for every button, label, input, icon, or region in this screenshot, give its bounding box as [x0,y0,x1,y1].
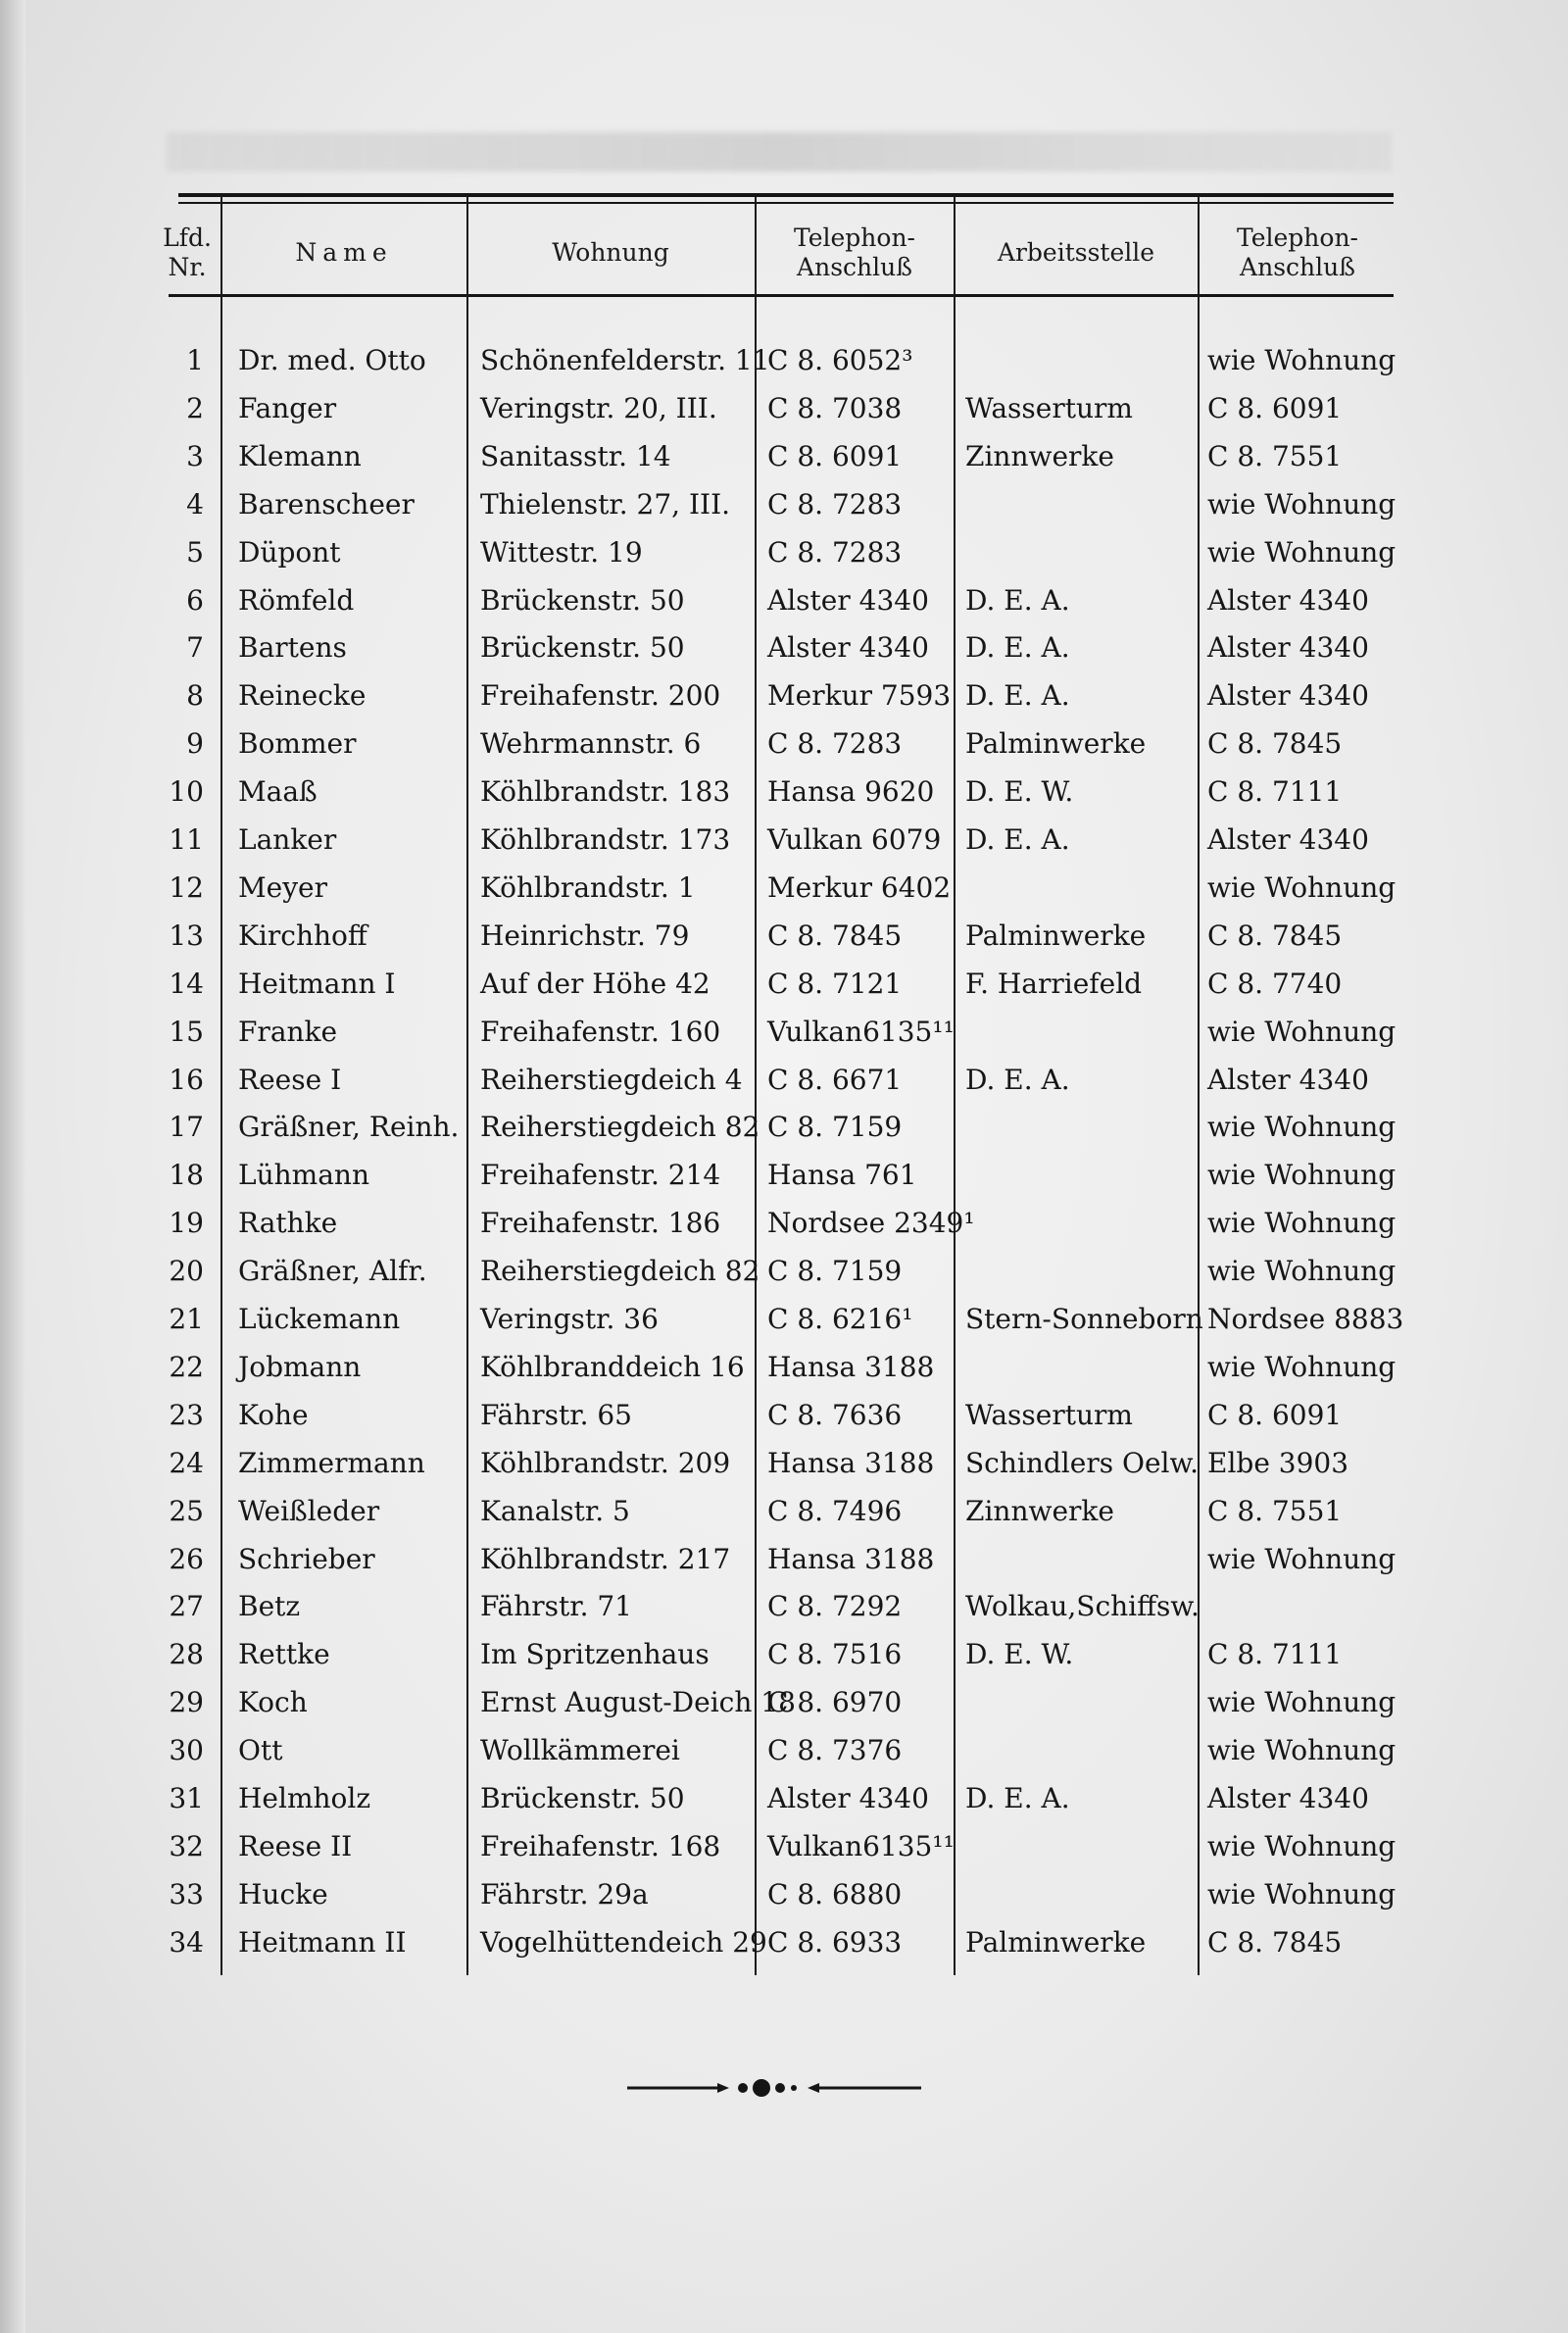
row-number: 33 [169,1878,204,1911]
row-telefon: C 8. 7283 [767,536,903,569]
table-row [0,433,1568,480]
bleed-through-smudge [167,132,1392,172]
table-row [0,385,1568,432]
row-telefon: C 8. 7496 [767,1495,903,1527]
row-name: Maaß [238,775,318,808]
row-arbeitsstelle: Stern-Sonneborn [965,1303,1203,1335]
row-arbeitsstelle [965,529,1200,576]
row-wohnung: Im Spritzenhaus [480,1638,710,1670]
row-telefon-arbeit: C 8. 7845 [1207,1926,1343,1959]
row-arbeitsstelle [965,337,1200,384]
header-arbeitsstelle: Arbeitsstelle [997,238,1155,267]
row-wohnung: Ernst August-Deich 18 [480,1686,796,1718]
row-arbeitsstelle: D. E. A. [965,1782,1070,1814]
row-number: 32 [169,1830,204,1862]
row-arbeitsstelle [965,1152,1200,1199]
row-number: 25 [169,1495,204,1527]
table-top-rule [178,193,1394,197]
row-telefon-arbeit: C 8. 7551 [1207,1495,1343,1527]
row-telefon-arbeit: wie Wohnung [1207,1686,1396,1718]
header-telefon-arbeit: Telephon- Anschluß [1236,223,1359,281]
row-telefon-arbeit: Alster 4340 [1207,823,1369,856]
row-telefon-arbeit: Alster 4340 [1207,631,1369,664]
row-arbeitsstelle: D. E. A. [965,1064,1070,1096]
table-row [0,720,1568,768]
row-name: Reinecke [238,679,367,712]
row-telefon-arbeit: wie Wohnung [1207,1016,1396,1048]
row-telefon-arbeit: wie Wohnung [1207,344,1396,376]
row-number: 1 [186,344,204,376]
row-telefon: C 8. 7845 [767,919,903,952]
row-telefon: C 8. 7636 [767,1399,903,1431]
row-arbeitsstelle: D. E. A. [965,584,1070,617]
row-name: Hucke [238,1878,328,1911]
row-telefon: C 8. 7159 [767,1111,903,1143]
row-wohnung: Köhlbrandstr. 183 [480,775,731,808]
row-name: Rathke [238,1207,338,1239]
row-telefon-arbeit: C 8. 6091 [1207,392,1343,424]
row-name: Düpont [238,536,341,569]
table-row [0,672,1568,720]
row-telefon: C 8. 7516 [767,1638,903,1670]
row-wohnung: Köhlbrandstr. 173 [480,823,731,856]
row-number: 13 [169,919,204,952]
table-row [0,1296,1568,1343]
row-wohnung: Auf der Höhe 42 [480,968,710,1000]
table-row [0,1200,1568,1247]
table-row [0,961,1568,1008]
table-row [0,1344,1568,1391]
row-telefon-arbeit: wie Wohnung [1207,1878,1396,1911]
row-telefon: C 8. 7283 [767,488,903,521]
row-name: Ott [238,1734,283,1766]
row-arbeitsstelle [965,1871,1200,1918]
row-wohnung: Vogelhüttendeich 29 [480,1926,767,1959]
row-telefon: Merkur 7593 [767,679,952,712]
table-row [0,1775,1568,1822]
row-arbeitsstelle [965,1823,1200,1870]
row-arbeitsstelle: Palminwerke [965,919,1147,952]
table-row [0,1536,1568,1583]
row-wohnung: Freihafenstr. 168 [480,1830,721,1862]
row-telefon-arbeit: C 8. 7845 [1207,727,1343,760]
row-wohnung: Thielenstr. 27, III. [480,488,731,521]
row-telefon: Vulkan 6079 [767,823,942,856]
row-number: 12 [169,871,204,904]
row-wohnung: Sanitasstr. 14 [480,440,671,472]
row-telefon: C 8. 7292 [767,1590,903,1622]
row-number: 29 [169,1686,204,1718]
row-telefon-arbeit: wie Wohnung [1207,536,1396,569]
row-wohnung: Wollkämmerei [480,1734,680,1766]
row-number: 30 [169,1734,204,1766]
row-telefon-arbeit: C 8. 7111 [1207,775,1343,808]
row-name: Kirchhoff [238,919,368,952]
row-name: Barenscheer [238,488,415,521]
row-telefon: C 8. 7121 [767,968,903,1000]
row-number: 11 [169,823,204,856]
row-number: 7 [186,631,204,664]
table-row [0,817,1568,864]
table-row [0,1152,1568,1199]
row-name: Kohe [238,1399,309,1431]
table-row [0,913,1568,960]
row-wohnung: Brückenstr. 50 [480,584,685,617]
row-wohnung: Fährstr. 29a [480,1878,649,1911]
row-telefon-arbeit: wie Wohnung [1207,1830,1396,1862]
row-wohnung: Freihafenstr. 160 [480,1016,721,1048]
row-wohnung: Wittestr. 19 [480,536,643,569]
row-wohnung: Köhlbrandstr. 209 [480,1447,731,1479]
row-arbeitsstelle [965,865,1200,912]
row-telefon: Alster 4340 [767,631,929,664]
row-arbeitsstelle: Zinnwerke [965,440,1114,472]
header-telefon: Telephon- Anschluß [793,223,916,281]
row-wohnung: Freihafenstr. 200 [480,679,721,712]
row-number: 27 [169,1590,204,1622]
row-telefon-arbeit: Alster 4340 [1207,679,1369,712]
row-telefon: Hansa 761 [767,1159,917,1191]
row-telefon: Vulkan6135¹¹ [767,1830,955,1862]
table-row [0,1057,1568,1104]
row-telefon: Hansa 9620 [767,775,935,808]
row-name: Betz [238,1590,301,1622]
row-telefon-arbeit: Alster 4340 [1207,1064,1369,1096]
row-telefon-arbeit: C 8. 7740 [1207,968,1343,1000]
row-telefon: C 8. 6671 [767,1064,903,1096]
row-number: 5 [186,536,204,569]
row-telefon: Hansa 3188 [767,1447,935,1479]
row-number: 18 [169,1159,204,1191]
table-row [0,1919,1568,1966]
row-number: 24 [169,1447,204,1479]
row-wohnung: Köhlbrandstr. 1 [480,871,696,904]
row-name: Reese II [238,1830,353,1862]
row-telefon-arbeit: wie Wohnung [1207,1351,1396,1383]
row-arbeitsstelle [965,1679,1200,1726]
header-wohnung: Wohnung [552,238,669,267]
row-telefon-arbeit: C 8. 7845 [1207,919,1343,952]
row-number: 10 [169,775,204,808]
row-number: 6 [186,584,204,617]
row-name: Dr. med. Otto [238,344,426,376]
row-arbeitsstelle: D. E. A. [965,679,1070,712]
row-number: 15 [169,1016,204,1048]
row-arbeitsstelle: D. E. A. [965,823,1070,856]
row-telefon-arbeit: Alster 4340 [1207,584,1369,617]
row-telefon: C 8. 7159 [767,1255,903,1287]
table-row [0,1488,1568,1535]
row-telefon-arbeit: wie Wohnung [1207,1207,1396,1239]
row-name: Meyer [238,871,328,904]
row-arbeitsstelle [965,1344,1200,1391]
row-arbeitsstelle: Schindlers Oelw. [965,1447,1200,1479]
row-name: Lanker [238,823,337,856]
row-number: 9 [186,727,204,760]
row-telefon: C 8. 6091 [767,440,903,472]
row-telefon-arbeit: C 8. 7551 [1207,440,1343,472]
row-telefon-arbeit: C 8. 6091 [1207,1399,1343,1431]
row-telefon: Hansa 3188 [767,1351,935,1383]
row-telefon-arbeit: C 8. 7111 [1207,1638,1343,1670]
row-telefon-arbeit: Alster 4340 [1207,1782,1369,1814]
row-arbeitsstelle [965,1200,1200,1247]
row-telefon: C 8. 6933 [767,1926,903,1959]
row-arbeitsstelle: Palminwerke [965,1926,1147,1959]
ornamental-divider-icon [627,2076,921,2100]
row-telefon-arbeit: Nordsee 8883 [1207,1303,1404,1335]
row-arbeitsstelle: D. E. W. [965,775,1074,808]
row-telefon: Hansa 3188 [767,1543,935,1575]
row-number: 19 [169,1207,204,1239]
row-arbeitsstelle: Wasserturm [965,1399,1133,1431]
row-name: Helmholz [238,1782,371,1814]
row-telefon-arbeit: wie Wohnung [1207,1159,1396,1191]
row-telefon: C 8. 6970 [767,1686,903,1718]
row-arbeitsstelle: F. Harriefeld [965,968,1143,1000]
table-row [0,1440,1568,1487]
row-wohnung: Köhlbrandstr. 217 [480,1543,731,1575]
row-number: 14 [169,968,204,1000]
row-arbeitsstelle [965,1104,1200,1151]
row-number: 17 [169,1111,204,1143]
row-name: Reese I [238,1064,342,1096]
row-arbeitsstelle [965,1536,1200,1583]
row-name: Koch [238,1686,308,1718]
row-arbeitsstelle [965,1248,1200,1295]
row-wohnung: Reiherstiegdeich 82 [480,1255,760,1287]
row-name: Rettke [238,1638,330,1670]
row-arbeitsstelle [965,481,1200,528]
table-row [0,529,1568,576]
row-telefon: C 8. 6216¹ [767,1303,913,1335]
row-number: 21 [169,1303,204,1335]
table-row [0,337,1568,384]
row-wohnung: Reiherstiegdeich 82 [480,1111,760,1143]
row-telefon-arbeit [1207,1583,1403,1630]
table-row [0,1009,1568,1056]
header-name: Name [295,238,393,267]
table-row [0,1631,1568,1678]
row-wohnung: Brückenstr. 50 [480,631,685,664]
row-arbeitsstelle: Palminwerke [965,727,1147,760]
row-telefon: C 8. 7038 [767,392,903,424]
row-number: 28 [169,1638,204,1670]
row-name: Zimmermann [238,1447,425,1479]
row-arbeitsstelle: Wasserturm [965,392,1133,424]
row-wohnung: Fährstr. 71 [480,1590,632,1622]
table-row [0,1823,1568,1870]
table-row [0,1679,1568,1726]
header-nr: Lfd. Nr. [163,223,212,281]
row-name: Gräßner, Reinh. [238,1111,460,1143]
row-wohnung: Brückenstr. 50 [480,1782,685,1814]
row-arbeitsstelle: D. E. A. [965,631,1070,664]
row-number: 2 [186,392,204,424]
row-number: 26 [169,1543,204,1575]
row-name: Lückemann [238,1303,401,1335]
table-row [0,1727,1568,1774]
row-arbeitsstelle [965,1727,1200,1774]
row-number: 20 [169,1255,204,1287]
row-telefon: Vulkan6135¹¹ [767,1016,955,1048]
row-wohnung: Heinrichstr. 79 [480,919,690,952]
row-telefon-arbeit: wie Wohnung [1207,488,1396,521]
row-name: Franke [238,1016,338,1048]
row-name: Lühmann [238,1159,369,1191]
row-wohnung: Schönenfelderstr. 11 [480,344,770,376]
row-name: Bartens [238,631,347,664]
row-name: Heitmann I [238,968,396,1000]
row-wohnung: Veringstr. 36 [480,1303,659,1335]
row-name: Heitmann II [238,1926,407,1959]
table-row [0,1871,1568,1918]
row-number: 8 [186,679,204,712]
row-wohnung: Freihafenstr. 214 [480,1159,721,1191]
row-name: Bommer [238,727,357,760]
row-number: 3 [186,440,204,472]
row-wohnung: Wehrmannstr. 6 [480,727,702,760]
row-arbeitsstelle: D. E. W. [965,1638,1074,1670]
row-name: Schrieber [238,1543,375,1575]
row-telefon: Merkur 6402 [767,871,952,904]
table-row [0,1392,1568,1439]
table-top-rule-thin [178,202,1394,204]
row-number: 4 [186,488,204,521]
table-row [0,481,1568,528]
row-name: Jobmann [238,1351,362,1383]
table-row [0,1583,1568,1630]
row-arbeitsstelle [965,1009,1200,1056]
row-wohnung: Kanalstr. 5 [480,1495,630,1527]
row-telefon: Alster 4340 [767,584,929,617]
row-wohnung: Reiherstiegdeich 4 [480,1064,743,1096]
row-telefon-arbeit: wie Wohnung [1207,871,1396,904]
table-row [0,769,1568,816]
header-bottom-rule [169,294,1394,297]
row-name: Weißleder [238,1495,380,1527]
row-wohnung: Fährstr. 65 [480,1399,632,1431]
table-row [0,1248,1568,1295]
row-telefon-arbeit: wie Wohnung [1207,1255,1396,1287]
table-row [0,865,1568,912]
table-row [0,1104,1568,1151]
row-name: Fanger [238,392,337,424]
table-row [0,624,1568,671]
row-telefon-arbeit: wie Wohnung [1207,1734,1396,1766]
row-number: 34 [169,1926,204,1959]
row-name: Römfeld [238,584,355,617]
table-row [0,577,1568,624]
row-wohnung: Veringstr. 20, III. [480,392,717,424]
row-telefon: C 8. 6052³ [767,344,913,376]
row-telefon: Nordsee 2349¹ [767,1207,975,1239]
row-telefon: C 8. 7283 [767,727,903,760]
row-number: 16 [169,1064,204,1096]
row-name: Gräßner, Alfr. [238,1255,427,1287]
row-telefon-arbeit: Elbe 3903 [1207,1447,1349,1479]
row-wohnung: Köhlbranddeich 16 [480,1351,745,1383]
row-number: 23 [169,1399,204,1431]
row-telefon: Alster 4340 [767,1782,929,1814]
row-telefon: C 8. 6880 [767,1878,903,1911]
row-wohnung: Freihafenstr. 186 [480,1207,721,1239]
row-arbeitsstelle: Wolkau,Schiffsw. [965,1590,1200,1622]
row-telefon-arbeit: wie Wohnung [1207,1111,1396,1143]
row-arbeitsstelle: Zinnwerke [965,1495,1114,1527]
row-number: 22 [169,1351,204,1383]
row-name: Klemann [238,440,362,472]
row-telefon: C 8. 7376 [767,1734,903,1766]
row-number: 31 [169,1782,204,1814]
row-telefon-arbeit: wie Wohnung [1207,1543,1396,1575]
